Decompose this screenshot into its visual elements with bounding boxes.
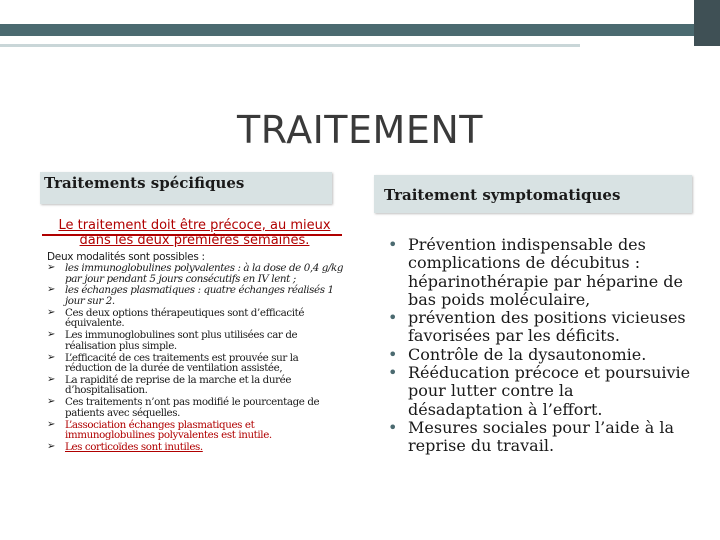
right-list-item-text: Prévention indispensable des complications de décubitus : héparinothérapie par héparine de bas poids moléculaire, xyxy=(408,235,683,309)
right-list-item-text: Mesures sociales pour l’aide à la reprise du travail. xyxy=(408,417,674,456)
arrow-bullet-icon: ➢ xyxy=(47,396,55,408)
slide-title: TRAITEMENT xyxy=(237,108,483,152)
right-list-item xyxy=(388,419,693,456)
left-list-item xyxy=(47,353,345,374)
left-list-item-text: L’association échanges plasmatiques et immunoglobulines polyvalentes est inutile. xyxy=(65,418,272,442)
right-heading: Traitement symptomatiques xyxy=(384,186,621,204)
corner-block xyxy=(694,0,720,46)
left-list-item xyxy=(47,285,345,306)
arrow-bullet-icon: ➢ xyxy=(47,351,55,363)
left-list-item xyxy=(47,397,345,418)
specific-treatments-list xyxy=(47,263,345,454)
arrow-bullet-icon: ➢ xyxy=(47,329,55,341)
left-list-item-text: Les immunoglobulines sont plus utilisées car de réalisation plus simple. xyxy=(65,329,298,352)
left-list-item-text: les échanges plasmatiques : quatre échanges réalisés 1 jour sur 2. xyxy=(65,284,334,307)
arrow-bullet-icon: ➢ xyxy=(47,306,55,318)
left-list-item xyxy=(47,308,345,329)
left-list-item-text: La rapidité de reprise de la marche et la durée d’hospitalisation. xyxy=(65,373,292,397)
left-list-item-text: Les corticoïdes sont inutiles. xyxy=(65,441,203,453)
right-list-item-text: Contrôle de la dysautonomie. xyxy=(408,344,647,364)
left-list-item xyxy=(47,263,345,284)
left-heading: Traitements spécifiques xyxy=(44,174,245,192)
right-heading-box xyxy=(374,175,692,213)
round-bullet-icon: • xyxy=(388,235,398,254)
round-bullet-icon: • xyxy=(388,308,398,328)
round-bullet-icon: • xyxy=(388,363,398,383)
top-thin-bar xyxy=(0,44,580,47)
intro-text: Deux modalités sont possibles : xyxy=(47,251,205,263)
left-list-item xyxy=(47,420,345,441)
round-bullet-icon: • xyxy=(388,417,398,437)
left-list-item xyxy=(47,442,345,453)
left-list-item-text: L’efficacité de ces traitements est prouvée sur la réduction de la durée de ventilation assistée, xyxy=(65,351,299,375)
arrow-bullet-icon: ➢ xyxy=(47,284,55,296)
right-list-item xyxy=(388,236,693,309)
top-accent-bar xyxy=(0,24,694,36)
right-list-item xyxy=(388,346,693,364)
arrow-bullet-icon: ➢ xyxy=(47,418,55,430)
round-bullet-icon: • xyxy=(388,344,398,364)
left-list-item xyxy=(47,375,345,396)
right-list-item-text: Rééducation précoce et poursuivie pour lutter contre la désadaptation à l’effort. xyxy=(408,363,691,419)
symptomatic-treatments-list xyxy=(388,236,693,456)
arrow-bullet-icon: ➢ xyxy=(47,373,55,385)
left-list-item-text: Ces traitements n’ont pas modifié le pourcentage de patients avec séquelles. xyxy=(65,396,320,419)
left-list-item-text: Ces deux options thérapeutiques sont d’efficacité équivalente. xyxy=(65,306,305,330)
right-list-item xyxy=(388,309,693,346)
left-list-item-text: les immunoglobulines polyvalentes : à la dose de 0,4 g/kg par jour pendant 5 jours consécutifs en IV lent ; xyxy=(65,262,344,285)
right-list-item xyxy=(388,364,693,419)
left-heading-box xyxy=(40,172,332,204)
lead-statement: Le traitement doit être précoce, au mieux dans les deux premières semaines. xyxy=(58,218,331,248)
arrow-bullet-icon: ➢ xyxy=(47,262,55,273)
right-list-item-text: prévention des positions vicieuses favorisées par les déficits. xyxy=(408,308,686,346)
arrow-bullet-icon: ➢ xyxy=(47,441,55,452)
left-list-item xyxy=(47,330,345,351)
